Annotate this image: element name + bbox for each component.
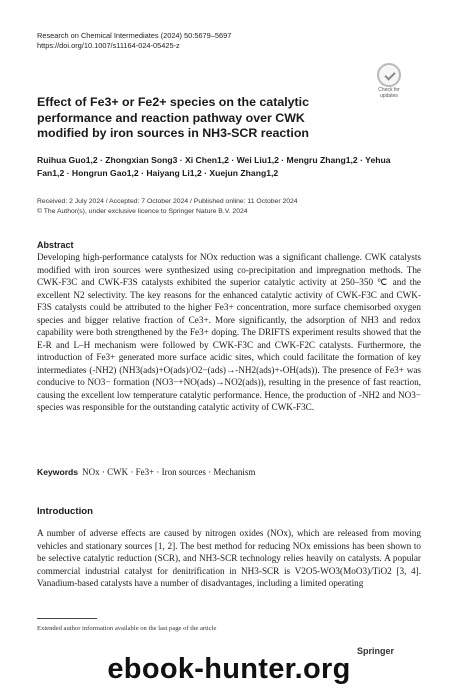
abstract-body: Developing high-performance catalysts for NOx reduction was a significant challenge. CWK catalysts modified with iron sources were synthesized using co-precipitation and impregnation methods. The CWK-F3C and CWK-F3S catalysts exhibited the superior catalytic activity at 250–350 ℃ and the excellent N2 selectivity. The key reasons for the enhanced catalytic activity of CWK-F3C and CWK-F3S catalysts could be attributed to the higher Fe3+ concentration, more surface chemisorbed oxygen species and bigger relative fraction of Ce3+. More significantly, the adsorption of NH3 and redox capability were both strengthened by the Fe3+ doping. The DRIFTS experiment results showed that the E-R and L–H mechanism were followed by CWK-F3C and CWK-F2C catalysts. Furthermore, the introduction of Fe3+ generated more surface acidic sites, which could facilitate the formation of key intermediates (-NH2) (NH3(ads)+O(ads)/O2−(ads)→-NH2(ads)+-OH(ads)). The presence of Fe3+ was conducive to NO3− formation (NO3−+NO(ads)→NO2(ads)), resulting in the presence of fast reaction, causing the excellent low temperature catalytic performance. Hence, the production of -NH2 and NO3− species was responsible for the outstanding catalytic activity of CWK-F3C. — [37, 252, 421, 412]
journal-citation: Research on Chemical Intermediates (2024) 50:5679–5697 — [37, 31, 232, 40]
publisher-logo: Springer — [357, 646, 395, 656]
footnote-divider — [37, 618, 97, 619]
doi-link[interactable]: https://doi.org/10.1007/s11164-024-05425-z — [37, 41, 180, 50]
keywords-line — [37, 467, 255, 477]
abstract-heading: Abstract — [37, 240, 74, 250]
author-list: Ruihua Guo1,2 · Zhongxian Song3 · Xi Chen1,2 · Wei Liu1,2 · Mengru Zhang1,2 · Yehua Fan1,2 · Hongrun Gao1,2 · Haiyang Li1,2 · Xuejun Zhang1,2 — [37, 155, 391, 178]
check-for-updates-badge[interactable] — [371, 63, 407, 100]
keywords-label: Keywords — [37, 467, 79, 477]
received-accepted-dates: Received: 2 July 2024 / Accepted: 7 October 2024 / Published online: 11 October 2024 — [37, 198, 298, 205]
introduction-heading: Introduction — [37, 506, 93, 517]
watermark-banner: ebook-hunter.org — [107, 653, 351, 685]
copyright-line: © The Author(s), under exclusive licence to Springer Nature B.V. 2024 — [37, 208, 248, 215]
footnote: Extended author information available on the last page of the article — [37, 625, 217, 632]
introduction-body: A number of adverse effects are caused by nitrogen oxides (NOx), which are released from moving vehicles and stationary sources [1, 2]. The best method for reducing NOx emissions has been shown to be selective catalytic reduction (SCR), and NH3-SCR technology relies heavily on catalysts. A popular commercial industrial catalyst for denitrification in NH3-SCR is V2O5-WO3(MoO3)/TiO2 [3, 4]. Vanadium-based catalysts have a number of disadvantages, including a limited operating — [37, 528, 421, 588]
check-for-updates-label-1: Check for — [378, 87, 400, 93]
keywords-list: NOx · CWK · Fe3+ · Iron sources · Mechanism — [82, 467, 256, 477]
check-for-updates-label-2: updates — [380, 93, 398, 100]
publication-dates — [37, 197, 298, 217]
check-icon — [377, 63, 401, 87]
paper-title: Effect of Fe3+ or Fe2+ species on the catalytic performance and reaction pathway over CWK modified by iron sources in NH3-SCR reaction — [37, 95, 310, 140]
journal-header — [37, 31, 231, 51]
